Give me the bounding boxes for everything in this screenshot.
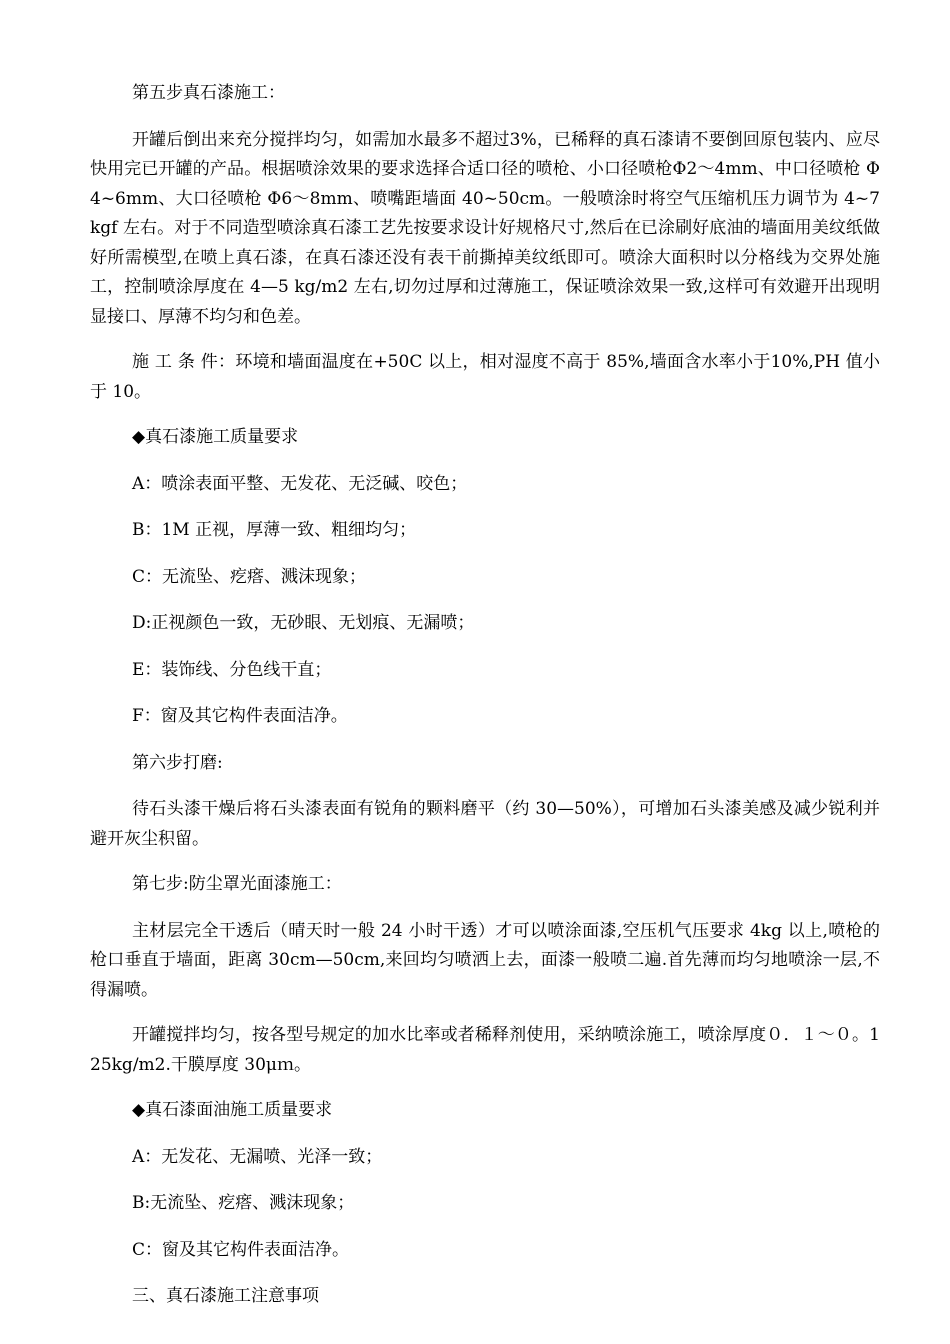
step7-heading: 第七步:防尘罩光面漆施工：	[132, 874, 342, 894]
quality-item-d: D:正视颜色一致，无砂眼、无划痕、无漏喷；	[132, 613, 475, 633]
quality-item-f: F：窗及其它构件表面洁净。	[132, 706, 348, 726]
quality-item-a: A：喷涂表面平整、无发花、无泛碱、咬色；	[132, 473, 468, 494]
topcoat-quality-heading: ◆真石漆面油施工质量要求	[132, 1100, 333, 1120]
quality-item-b: B：1M 正视，厚薄一致、粗细均匀；	[132, 520, 417, 540]
step6-body: 待石头漆干燥后将石头漆表面有锐角的颗料磨平（约 30—50%），可增加石头漆美感及减少锐利并避开灰尘积留。	[90, 799, 880, 849]
section-3-heading: 三、真石漆施工注意事项	[132, 1286, 319, 1306]
step6-heading: 第六步打磨:	[132, 752, 223, 773]
quality-requirements-heading: ◆真石漆施工质量要求	[132, 427, 299, 447]
step7-body: 主材层完全干透后（晴天时一般 24 小时干透）才可以喷涂面漆,空压机气压要求 4kg 以上,喷枪的枪口垂直于墙面，距离 30cm—50cm,来回均匀喷洒上去，面漆一般喷二遍.首先薄而均匀地喷涂一层,不得漏喷。	[90, 920, 880, 1000]
quality-item-e: E：装饰线、分色线干直；	[132, 659, 332, 680]
topcoat-item-a: A：无发花、无漏喷、光泽一致；	[132, 1146, 383, 1167]
step7-body-2: 开罐搅拌均匀，按各型号规定的加水比率或者稀释剂使用，采纳喷涂施工，喷涂厚度０．１～０。125kg/m2.干膜厚度 30μｍ。	[90, 1025, 880, 1075]
step5-body: 开罐后倒出来充分搅拌均匀，如需加水最多不超过3%，已稀释的真石漆请不要倒回原包装内、应尽快用完已开罐的产品。根据喷涂效果的要求选择合适口径的喷枪、小口径喷枪Φ2～4mm、中口径喷枪 Φ4~6mm、大口径喷枪 Φ6～8mm、喷嘴距墙面 40~50cm。一般喷涂时将空气压缩机压力调节为 4~7kgf 左右。对于不同造型喷涂真石漆工艺先按要求设计好规格尺寸,然后在已涂刷好底油的墙面用美纹纸做好所需模型,在喷上真石漆，在真石漆还没有表干前撕掉美纹纸即可。喷涂大面积时以分格线为交界处施工，控制喷涂厚度在 4—5 kg/m2 左右,切勿过厚和过薄施工，保证喷涂效果一致,这样可有效避开出现明显接口、厚薄不均匀和色差。	[90, 129, 880, 327]
topcoat-item-b: B:无流坠、疙瘩、溅沫现象；	[132, 1193, 355, 1213]
construction-conditions: 施 工 条 件：环境和墙面温度在+50C 以上，相对湿度不高于 85%,墙面含水率小于10%,PH 值小于 10。	[90, 352, 880, 402]
quality-item-c: C：无流坠、疙瘩、溅沫现象；	[132, 566, 367, 587]
document-page	[90, 79, 880, 1329]
topcoat-item-c: C：窗及其它构件表面洁净。	[132, 1239, 350, 1260]
step5-heading: 第五步真石漆施工：	[132, 83, 285, 103]
